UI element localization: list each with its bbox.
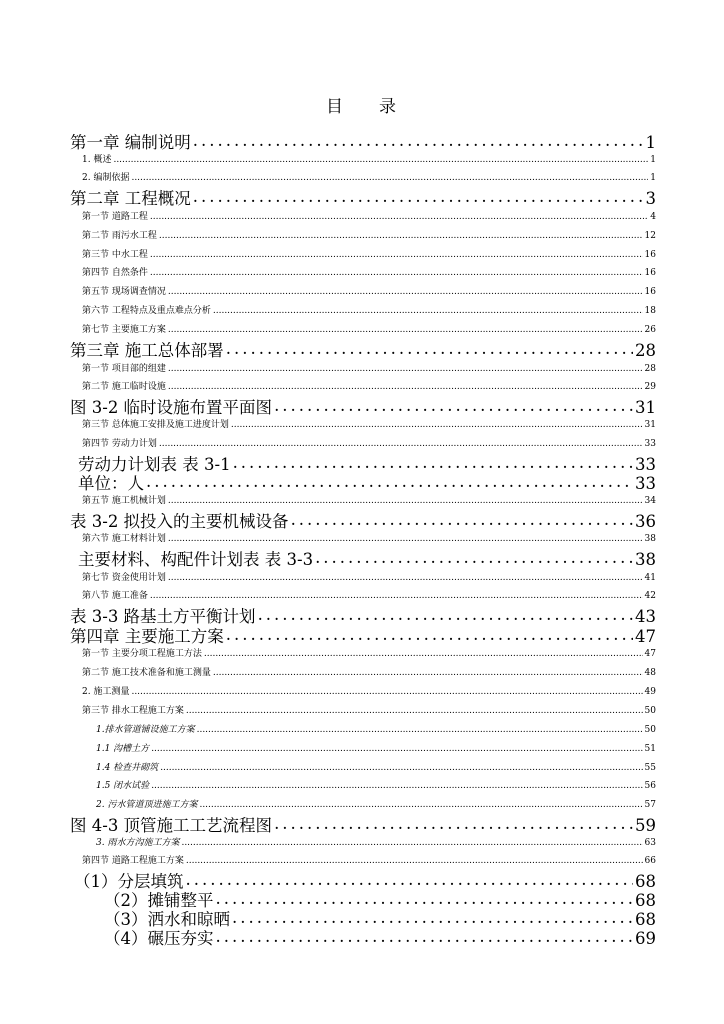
toc-entry-page-number: 1 bbox=[645, 133, 656, 152]
toc-entry-page-number: 28 bbox=[635, 341, 656, 360]
toc-leader-dots bbox=[150, 589, 643, 603]
toc-leader-dots bbox=[150, 210, 648, 224]
toc-entry-page-number: 31 bbox=[635, 398, 656, 417]
toc-entry[interactable] bbox=[96, 798, 656, 812]
toc-entry-page-number: 36 bbox=[635, 512, 656, 531]
toc-entry-label: 第一节 项目部的组建 bbox=[82, 364, 166, 374]
toc-entry-label: 第六节 施工材料计划 bbox=[82, 534, 166, 544]
toc-entry-page-number: 42 bbox=[644, 591, 656, 601]
toc-entry-page-number: 26 bbox=[644, 325, 656, 335]
toc-leader-dots bbox=[197, 723, 643, 737]
toc-entry[interactable] bbox=[78, 473, 656, 495]
toc-entry-page-number: 38 bbox=[635, 550, 656, 569]
toc-entry-page-number: 31 bbox=[644, 420, 656, 430]
toc-entry-label: 第二章 工程概况 bbox=[70, 189, 191, 208]
toc-leader-dots bbox=[204, 647, 643, 661]
toc-entry-page-number: 47 bbox=[635, 627, 656, 646]
toc-entry[interactable] bbox=[82, 418, 656, 432]
toc-entry-label: （4）碾压夯实 bbox=[104, 929, 214, 948]
toc-entry-label: 第一章 编制说明 bbox=[70, 133, 191, 152]
title-char-2: 录 bbox=[379, 97, 398, 117]
toc-entry[interactable] bbox=[82, 685, 656, 699]
toc-entry[interactable] bbox=[96, 761, 656, 775]
toc-entry[interactable] bbox=[82, 380, 656, 394]
toc-leader-dots bbox=[131, 685, 642, 699]
toc-leader-dots bbox=[216, 928, 634, 950]
toc-entry-label: 图 3-2 临时设施布置平面图 bbox=[70, 398, 273, 417]
toc-entry[interactable] bbox=[96, 723, 656, 737]
toc-entry-label: 第二节 施工技术准备和施工测量 bbox=[82, 668, 211, 678]
toc-entry[interactable] bbox=[70, 132, 656, 154]
toc-entry-page-number: 51 bbox=[644, 744, 656, 754]
toc-entry[interactable] bbox=[82, 266, 656, 280]
toc-leader-dots bbox=[213, 304, 643, 318]
toc-entry-label: 表 3-2 拟投入的主要机械设备 bbox=[70, 512, 289, 531]
toc-entry-page-number: 33 bbox=[644, 439, 656, 449]
toc-entry-page-number: 43 bbox=[635, 607, 656, 626]
toc-entry[interactable] bbox=[82, 248, 656, 262]
toc-entry[interactable] bbox=[82, 647, 656, 661]
toc-entry-label: 第七节 资金使用计划 bbox=[82, 573, 166, 583]
toc-leader-dots bbox=[151, 779, 642, 793]
toc-entry-label: （3）洒水和晾晒 bbox=[104, 910, 230, 929]
toc-entry-page-number: 4 bbox=[650, 212, 656, 222]
toc-entry-label: 第八节 施工准备 bbox=[82, 591, 148, 601]
toc-entry-page-number: 33 bbox=[635, 455, 656, 474]
toc-entry-page-number: 50 bbox=[644, 725, 656, 735]
toc-entry[interactable] bbox=[82, 532, 656, 546]
toc-entry-label: 图 4-3 顶管施工工艺流程图 bbox=[70, 816, 273, 835]
toc-entry[interactable] bbox=[82, 323, 656, 337]
toc-entry[interactable] bbox=[82, 285, 656, 299]
toc-entry[interactable] bbox=[70, 511, 656, 533]
toc-entry[interactable] bbox=[96, 836, 656, 850]
toc-leader-dots bbox=[193, 132, 644, 154]
toc-entry-label: 第二节 雨污水工程 bbox=[82, 231, 157, 241]
toc-leader-dots bbox=[231, 418, 643, 432]
toc-entry-label: 第一节 主要分项工程施工方法 bbox=[82, 649, 202, 659]
toc-entry-page-number: 68 bbox=[635, 910, 656, 929]
toc-entry-page-number: 49 bbox=[644, 687, 656, 697]
toc-entry-page-number: 69 bbox=[635, 929, 656, 948]
toc-entry-label: 第二节 施工临时设施 bbox=[82, 382, 166, 392]
toc-entry-page-number: 68 bbox=[635, 891, 656, 910]
toc-entry[interactable] bbox=[78, 549, 656, 571]
toc-entry[interactable] bbox=[70, 815, 656, 837]
toc-entry-label: 1.4 检查井砌筑 bbox=[96, 763, 159, 773]
toc-leader-dots bbox=[168, 532, 643, 546]
toc-entry-page-number: 33 bbox=[635, 474, 656, 493]
toc-entry[interactable] bbox=[82, 589, 656, 603]
toc-entry-page-number: 16 bbox=[644, 250, 656, 260]
toc-entry-page-number: 3 bbox=[645, 189, 656, 208]
toc-leader-dots bbox=[258, 606, 633, 628]
toc-entry[interactable] bbox=[82, 571, 656, 585]
toc-entry-page-number: 29 bbox=[644, 382, 656, 392]
toc-leader-dots bbox=[150, 248, 643, 262]
toc-leader-dots bbox=[226, 626, 633, 648]
toc-leader-dots bbox=[168, 362, 643, 376]
toc-entry-page-number: 28 bbox=[644, 364, 656, 374]
toc-leader-dots bbox=[168, 380, 643, 394]
toc-leader-dots bbox=[274, 397, 633, 419]
toc-entry-page-number: 1 bbox=[650, 155, 656, 165]
toc-entry[interactable] bbox=[82, 704, 656, 718]
toc-leader-dots bbox=[193, 188, 644, 210]
toc-entry[interactable] bbox=[82, 854, 656, 868]
toc-leader-dots bbox=[186, 704, 643, 718]
toc-leader-dots bbox=[168, 494, 643, 508]
toc-entry-label: 第五节 施工机械计划 bbox=[82, 496, 166, 506]
toc-entry-page-number: 38 bbox=[644, 534, 656, 544]
toc-entry[interactable] bbox=[96, 779, 656, 793]
toc-entry[interactable] bbox=[70, 340, 656, 362]
toc-entry-label: 第三节 中水工程 bbox=[82, 250, 148, 260]
toc-entry-page-number: 18 bbox=[644, 306, 656, 316]
toc-entry[interactable] bbox=[70, 606, 656, 628]
toc-leader-dots bbox=[168, 323, 643, 337]
toc-leader-dots bbox=[159, 229, 643, 243]
toc-entry-page-number: 66 bbox=[644, 856, 656, 866]
toc-leader-dots bbox=[213, 666, 643, 680]
toc-entry-label: 第三章 施工总体部署 bbox=[70, 341, 224, 360]
page-title bbox=[0, 92, 724, 117]
toc-entry-label: 2. 施工测量 bbox=[82, 687, 130, 697]
toc-leader-dots bbox=[226, 340, 633, 362]
toc-leader-dots bbox=[291, 511, 633, 533]
toc-leader-dots bbox=[168, 571, 643, 585]
toc-entry-label: 劳动力计划表 表 3-1 bbox=[78, 455, 231, 474]
toc-leader-dots bbox=[274, 815, 633, 837]
toc-leader-dots bbox=[160, 761, 642, 775]
toc-leader-dots bbox=[131, 171, 648, 185]
toc-leader-dots bbox=[315, 549, 633, 571]
toc-entry-page-number: 34 bbox=[644, 496, 656, 506]
toc-entry-page-number: 57 bbox=[644, 800, 656, 810]
toc-leader-dots bbox=[199, 798, 642, 812]
toc-entry-label: 第四节 自然条件 bbox=[82, 268, 148, 278]
toc-entry[interactable] bbox=[82, 210, 656, 224]
toc-entry-label: 单位：人 bbox=[78, 474, 144, 493]
toc-entry-label: 3. 雨水方沟施工方案 bbox=[96, 838, 180, 848]
toc-entry-label: 1.排水管道铺设施工方案 bbox=[96, 725, 195, 735]
toc-entry[interactable] bbox=[82, 666, 656, 680]
toc-entry[interactable] bbox=[70, 188, 656, 210]
toc-entry[interactable] bbox=[82, 153, 656, 167]
toc-entry-label: 主要材料、构配件计划表 表 3-3 bbox=[78, 550, 314, 569]
toc-leader-dots bbox=[151, 742, 642, 756]
toc-leader-dots bbox=[150, 266, 643, 280]
toc-entry[interactable] bbox=[96, 742, 656, 756]
toc-entry[interactable] bbox=[82, 171, 656, 185]
toc-entry-label: 第三节 排水工程施工方案 bbox=[82, 706, 184, 716]
toc-entry-label: 第五节 现场调查情况 bbox=[82, 287, 166, 297]
toc-leader-dots bbox=[168, 285, 643, 299]
toc-entry-label: 表 3-3 路基土方平衡计划 bbox=[70, 607, 256, 626]
toc-entry-label: 2. 编制依据 bbox=[82, 173, 130, 183]
toc-entry[interactable] bbox=[82, 437, 656, 451]
toc-entry-page-number: 55 bbox=[644, 763, 656, 773]
toc-entry-page-number: 41 bbox=[644, 573, 656, 583]
toc-entry-page-number: 59 bbox=[635, 816, 656, 835]
toc-entry[interactable] bbox=[82, 362, 656, 376]
toc-entry-label: 2. 污水管道顶进施工方案 bbox=[96, 800, 198, 810]
toc-entry-label: （2）摊铺整平 bbox=[104, 891, 214, 910]
title-char-1: 目 bbox=[326, 97, 345, 117]
toc-entry-label: 第一节 道路工程 bbox=[82, 212, 148, 222]
toc-entry-label: 1.5 闭水试验 bbox=[96, 781, 150, 791]
toc-entry-page-number: 16 bbox=[644, 268, 656, 278]
toc-entry-page-number: 56 bbox=[644, 781, 656, 791]
toc-entry-page-number: 47 bbox=[644, 649, 656, 659]
toc-leader-dots bbox=[113, 153, 648, 167]
toc-entry-label: 第三节 总体施工安排及施工进度计划 bbox=[82, 420, 229, 430]
toc-entry[interactable] bbox=[70, 397, 656, 419]
toc-leader-dots bbox=[159, 437, 643, 451]
toc-entry-page-number: 50 bbox=[644, 706, 656, 716]
toc-entry-label: 1.1 沟槽土方 bbox=[96, 744, 150, 754]
toc-entry[interactable] bbox=[82, 229, 656, 243]
toc-entry-label: 第四节 劳动力计划 bbox=[82, 439, 157, 449]
toc-entry-label: 第四章 主要施工方案 bbox=[70, 627, 224, 646]
toc-entry-label: 第四节 道路工程施工方案 bbox=[82, 856, 184, 866]
toc-entry[interactable] bbox=[82, 304, 656, 318]
toc-entry-label: 第七节 主要施工方案 bbox=[82, 325, 166, 335]
toc-entry-page-number: 12 bbox=[644, 231, 656, 241]
toc-entry[interactable] bbox=[104, 928, 656, 950]
toc-entry[interactable] bbox=[82, 494, 656, 508]
toc-entry-page-number: 16 bbox=[644, 287, 656, 297]
toc-entry-page-number: 48 bbox=[644, 668, 656, 678]
toc-entry[interactable] bbox=[70, 626, 656, 648]
toc-entry-page-number: 1 bbox=[650, 173, 656, 183]
toc-entry-page-number: 68 bbox=[635, 872, 656, 891]
toc-entry-label: 第六节 工程特点及重点难点分析 bbox=[82, 306, 211, 316]
toc-leader-dots bbox=[181, 836, 642, 850]
toc-leader-dots bbox=[146, 473, 633, 495]
toc-entry-page-number: 63 bbox=[644, 838, 656, 848]
toc-entry-label: 1. 概述 bbox=[82, 155, 112, 165]
toc-entry-label: （1）分层填筑 bbox=[74, 872, 184, 891]
toc-leader-dots bbox=[186, 854, 643, 868]
